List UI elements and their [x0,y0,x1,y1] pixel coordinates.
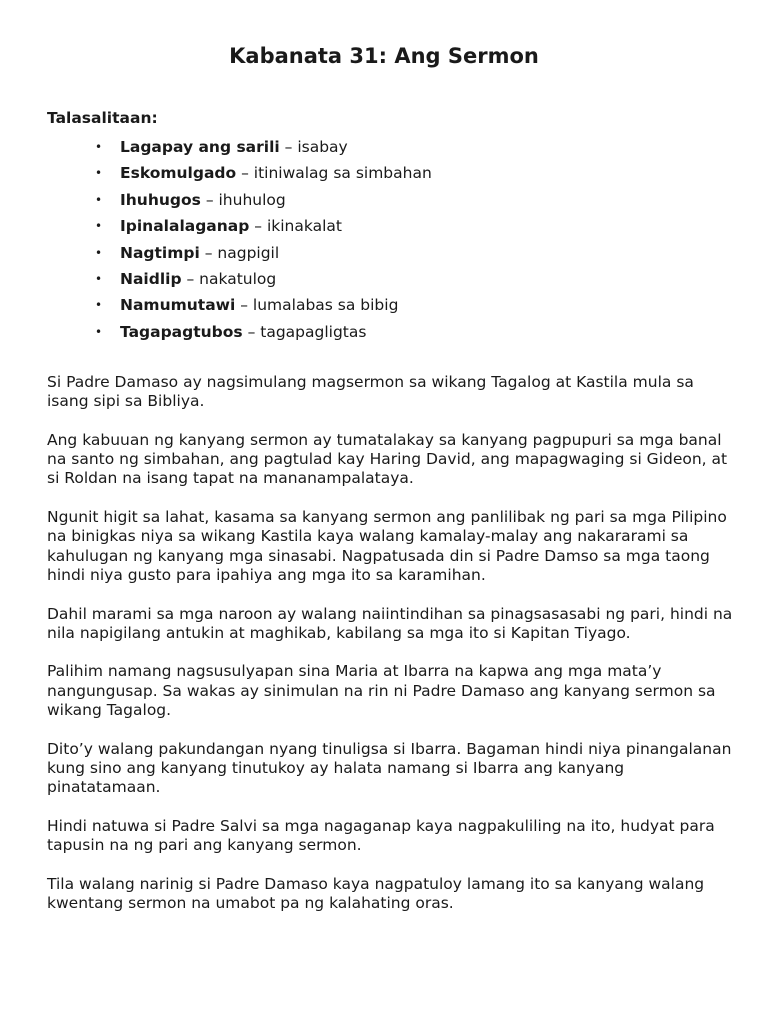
vocab-term: Namumutawi [120,296,236,315]
paragraph: Ngunit higit sa lahat, kasama sa kanyang sermon ang panlilibak ng pari sa mga Pilipino na binigkas niya sa wikang Kastila kaya walang kamalay-malay ang nakararami sa kahulugan ng kanyang mga sinasabi. Nagpatusada din si Padre Damso sa mga taong hindi niya gusto para ipahiya ang mga ito sa karamihan. [47,508,727,584]
vocab-definition: – tagapagligtas [242,322,367,341]
vocab-item [95,319,432,345]
vocab-definition: – isabay [279,138,348,156]
paragraph: Hindi natuwa si Padre Salvi sa mga nagaganap kaya nagpakuliling na ito, hudyat para tapusin na ng pari ang kanyang sermon. [47,816,715,855]
paragraph: Si Padre Damaso ay nagsimulang magsermon sa wikang Tagalog at Kastila mula sa isang sipi sa Bibliya. [47,373,694,411]
paragraph: Palihim namang nagsusulyapan sina Maria at Ibarra na kapwa ang mga mata’y nangungusap. Sa wakas ay sinimulan na rin ni Padre Damaso ang kanyang sermon sa wikang Tagalog. [47,662,716,720]
vocab-definition: – itiniwalag sa simbahan [236,164,432,183]
paragraph: Dahil marami sa mga naroon ay walang naiintindihan sa pinagsasasabi ng pari, hindi na nila napigilang antukin at maghikab, kabilang sa mga ito si Kapitan Tiyago. [47,604,733,642]
paragraph: Dito’y walang pakundangan nyang tinuligsa si Ibarra. Bagaman hindi niya pinangalanan kung sino ang kanyang tinutukoy ay halata namang si Ibarra ang kanyang pinatatamaan. [47,739,732,797]
vocabulary-heading: Talasalitaan: [47,109,158,127]
vocab-term: Naidlip [120,270,182,289]
vocab-item [95,187,432,213]
vocab-definition: – nagpigil [199,243,280,262]
bullet-icon: • [95,192,103,207]
bullet-icon: • [95,219,103,234]
vocab-term: Lagapay ang sarili [120,138,280,156]
bullet-icon: • [95,166,103,181]
vocab-definition: – lumalabas sa bibig [235,296,399,315]
vocab-item [95,266,432,292]
bullet-icon: • [95,298,103,313]
vocab-definition: – ihuhulog [200,190,286,209]
vocab-term: Tagapagtubos [120,322,243,341]
summary-body [47,373,737,933]
vocab-term: Nagtimpi [120,243,200,262]
vocab-item [95,213,432,239]
vocab-term: Ihuhugos [120,190,201,209]
paragraph: Ang kabuuan ng kanyang sermon ay tumatalakay sa kanyang pagpupuri sa mga banal na santo ng simbahan, ang pagtulad kay Haring David, ang mapagwaging si Gideon, at si Roldan na isang tapat na mananampalataya. [47,430,728,488]
bullet-icon: • [95,324,103,339]
vocab-item [95,160,432,186]
bullet-icon: • [95,140,103,154]
bullet-icon: • [95,245,103,260]
vocab-definition: – nakatulog [181,270,277,289]
vocab-item [95,240,432,266]
paragraph: Tila walang narinig si Padre Damaso kaya nagpatuloy lamang ito sa kanyang walang kwentang sermon na umabot pa ng kalahating oras. [47,874,705,913]
vocab-term: Eskomulgado [120,164,237,183]
chapter-title: Kabanata 31: Ang Sermon [229,44,539,68]
vocab-definition: – ikinakalat [249,217,342,236]
vocabulary-list [95,134,432,345]
vocab-term: Ipinalalaganap [120,217,250,236]
vocab-item [95,134,432,160]
vocab-item [95,292,432,318]
bullet-icon: • [95,272,103,287]
